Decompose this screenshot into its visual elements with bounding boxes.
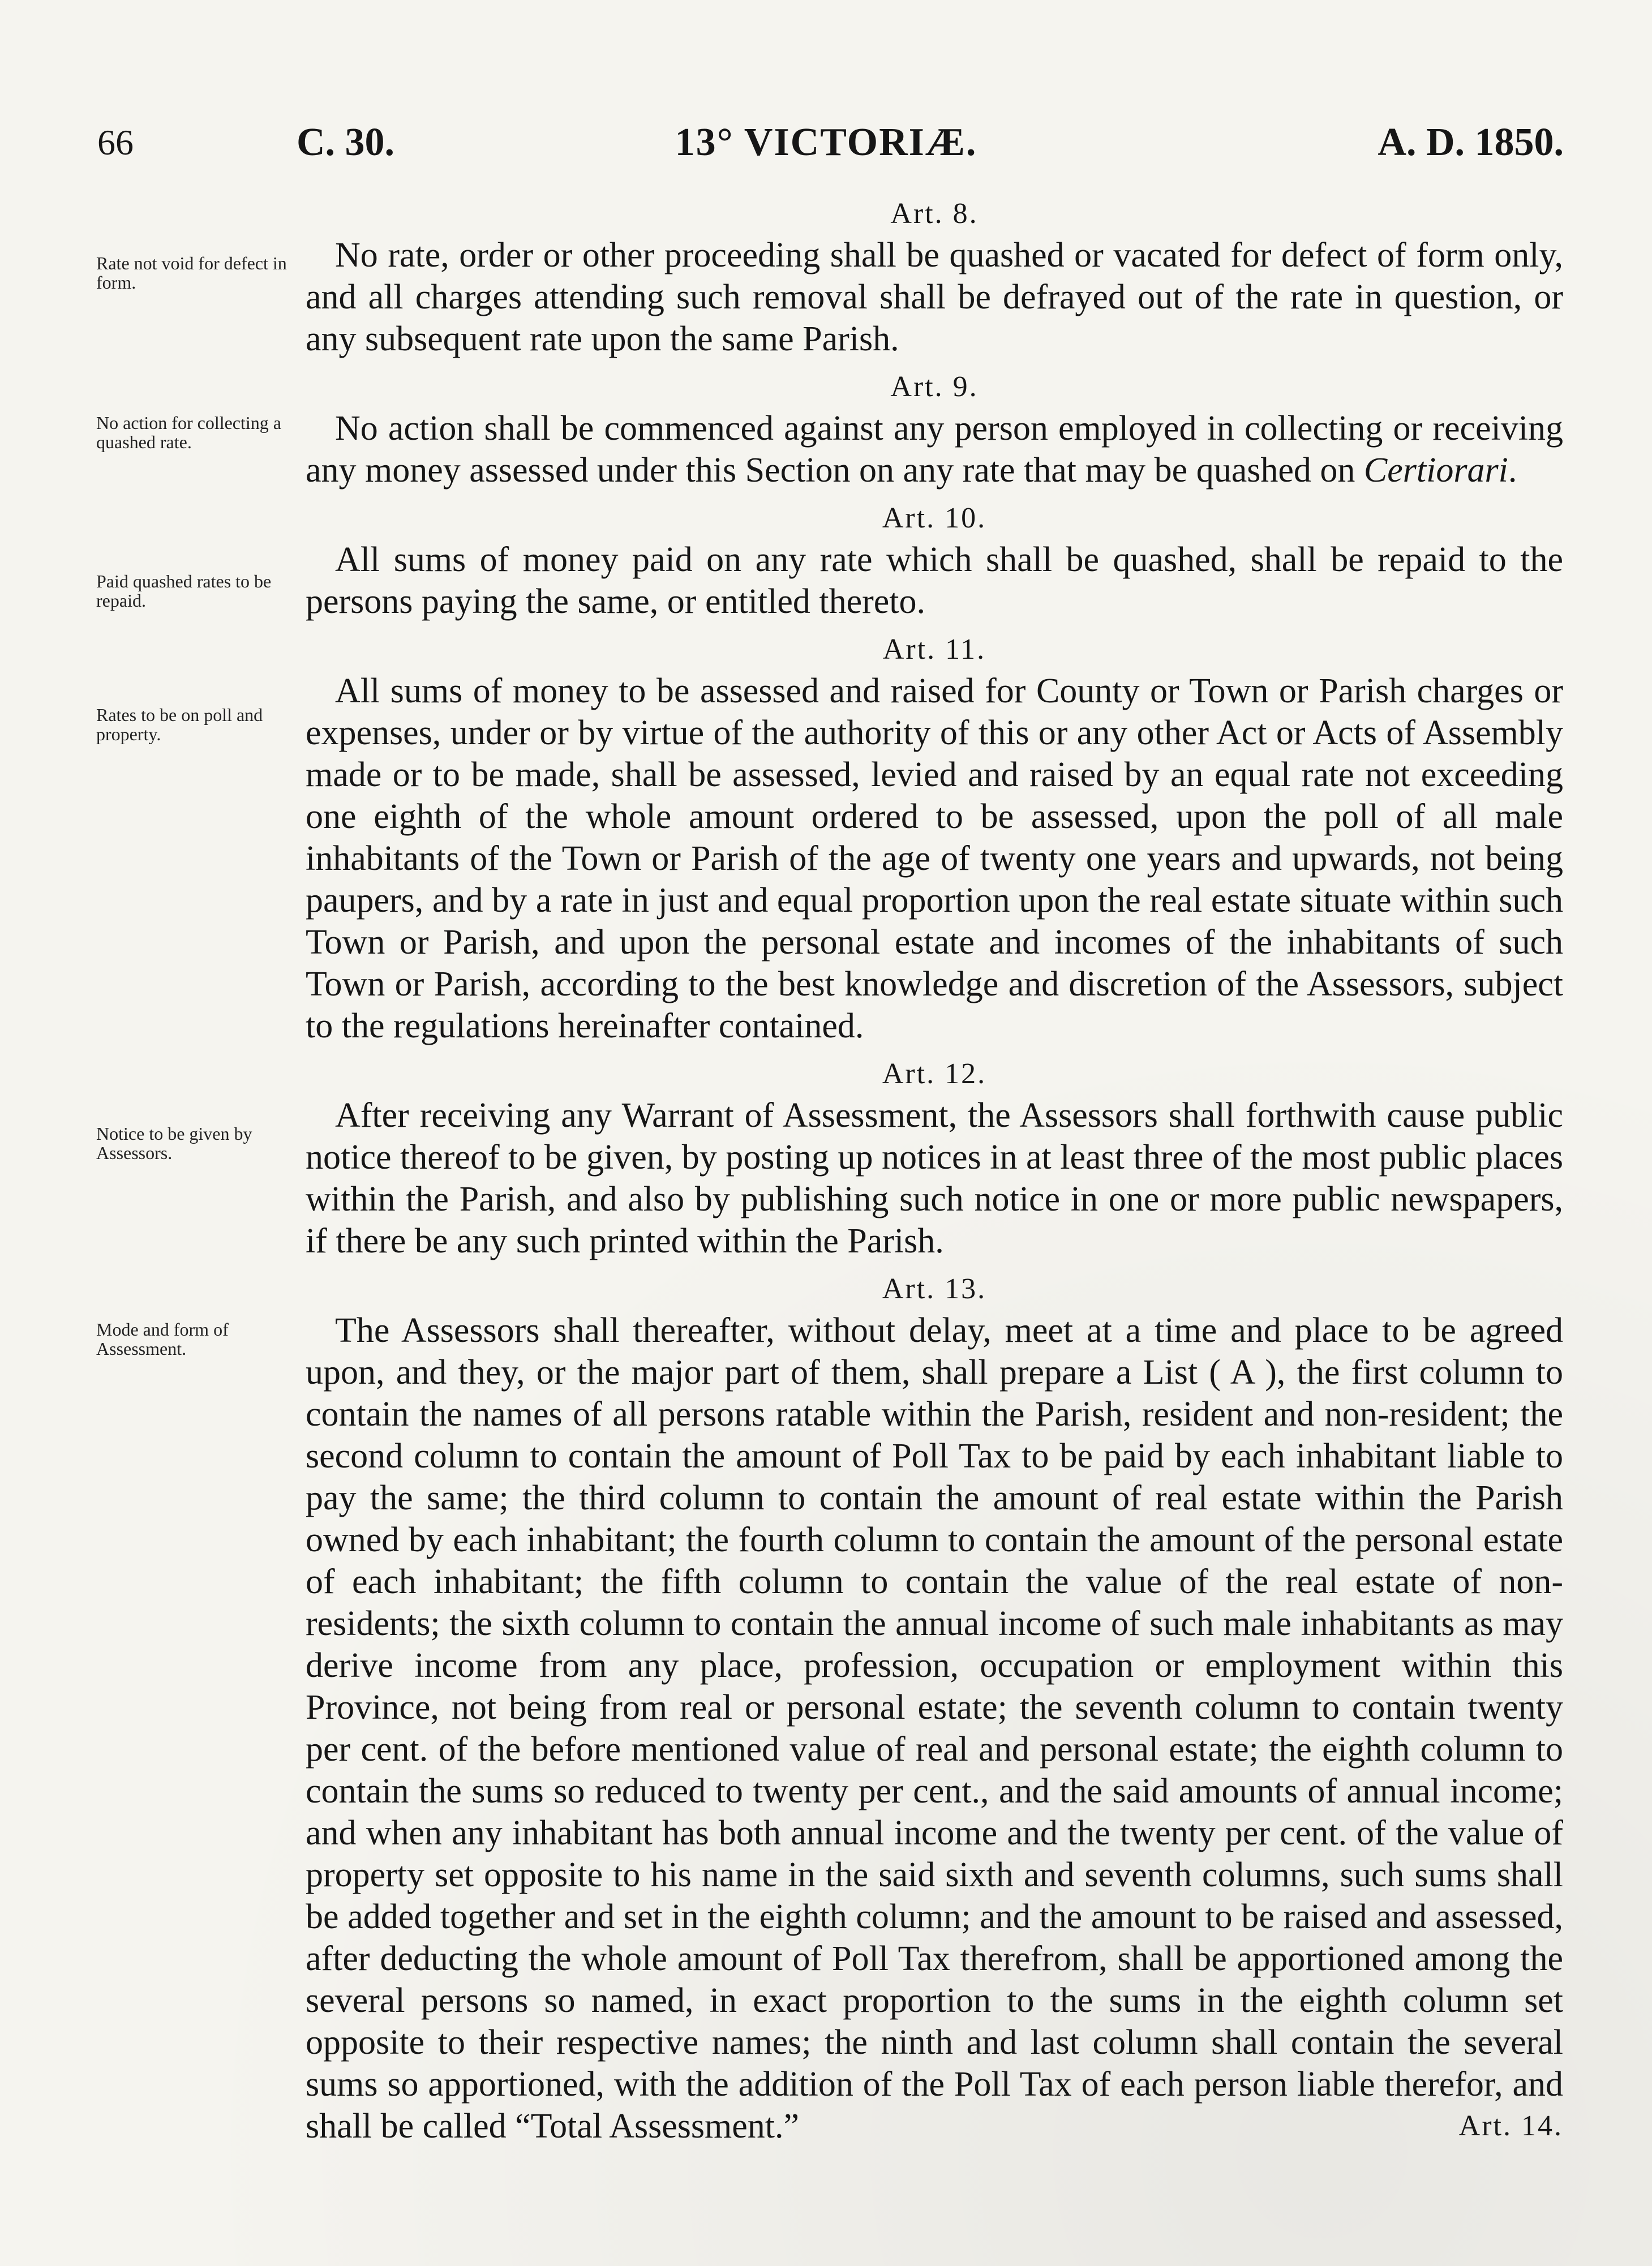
chapter-number: C. 30. xyxy=(297,121,395,164)
article-text-italic: Certiorari xyxy=(1363,451,1508,490)
article-text-main: No action shall be commenced against any person employed in collecting or receiving any money assessed under this Section on any rate that may be quashed on xyxy=(306,409,1563,490)
article-8 xyxy=(306,194,1563,360)
article-9 xyxy=(306,367,1563,491)
article-text xyxy=(306,407,1563,491)
margin-note-art-13: Mode and form of Assessment. xyxy=(96,1319,229,1359)
article-heading: Art. 10. xyxy=(882,502,987,534)
article-text: After receiving any Warrant of Assessment, the Assessors shall forthwith cause public notice thereof to be given, by posting up notices in at least three of the most public places within the Parish, and also by publishing such notice in one or more public newspapers, if there be any such printed within the Parish. xyxy=(306,1096,1563,1260)
margin-note-art-12: Notice to be given by Assessors. xyxy=(96,1123,252,1163)
article-11 xyxy=(306,629,1563,1047)
article-text-end: . xyxy=(1508,451,1517,490)
page-title: 13° VICTORIÆ. xyxy=(675,121,977,164)
article-text: All sums of money paid on any rate which shall be quashed, shall be repaid to the persons paying the same, or entitled thereto. xyxy=(306,540,1563,621)
margin-note-art-8: Rate not void for defect in form. xyxy=(96,253,287,293)
margin-note-art-9: No action for collecting a quashed rate. xyxy=(96,413,281,452)
article-10 xyxy=(306,498,1563,623)
article-heading: Art. 9. xyxy=(890,371,979,403)
year-label: A. D. 1850. xyxy=(1378,121,1564,164)
article-heading: Art. 13. xyxy=(882,1273,987,1305)
article-text: The Assessors shall thereafter, without delay, meet at a time and place to be agreed upon, and they, or the major part of them, shall prepare a List ( A ), the first column to contain the names of all persons ratable within the Parish, resident and non-resident; the second column to contain the amount of Poll Tax to be paid by each inhabitant liable to pay the same; the third column to contain the amount of real estate within the Parish owned by each inhabitant; the fourth column to contain the amount of the personal estate of each inhabitant; the fifth column to contain the value of the real estate of non-residents; the sixth column to contain the annual income of such male inhabitants as may derive income from any place, profession, occupation or employment within this Province, not being from real or personal estate; the seventh column to contain twenty per cent. of the before mentioned value of real and personal estate; the eighth column to contain the sums so reduced to twenty per cent., and the said amounts of annual income; and when any inhabitant has both annual income and the twenty per cent. of the value of property set opposite to his name in the said sixth and seventh columns, such sums shall be added together and set in the eighth column; and the amount to be raised and assessed, after deducting the whole amount of Poll Tax therefrom, shall be apportioned among the several persons so named, in exact proportion to the sums in the eighth column set opposite to their respective names; the ninth and last column shall contain the several sums so apportioned, with the addition of the Poll Tax of each person liable therefor, and shall be called “Total Assessment.” xyxy=(306,1311,1563,2145)
catchword: Art. 14. xyxy=(1458,2110,1563,2142)
article-12 xyxy=(306,1054,1563,1262)
article-13 xyxy=(306,1269,1563,2147)
document-body xyxy=(306,187,1563,2147)
article-text: All sums of money to be assessed and raised for County or Town or Parish charges or expenses, under or by virtue of the authority of this or any other Act or Acts of Assembly made or to be made, shall be assessed, levied and raised by an equal rate not exceeding one eighth of the whole amount ordered to be assessed, upon the poll of all male inhabitants of the Town or Parish of the age of twenty one years and upwards, not being paupers, and by a rate in just and equal proportion upon the real estate situate within such Town or Parish, and upon the personal estate and incomes of the inhabitants of such Town or Parish, according to the best knowledge and discretion of the Assessors, subject to the regulations hereinafter contained. xyxy=(306,672,1563,1045)
article-heading: Art. 12. xyxy=(882,1058,987,1090)
margin-note-art-10: Paid quashed rates to be repaid. xyxy=(96,571,272,611)
page-number: 66 xyxy=(97,122,134,162)
article-text: No rate, order or other proceeding shall be quashed or vacated for defect of form only, and all charges attending such removal shall be defrayed out of the rate in question, or any subsequent rate upon the same Parish. xyxy=(306,236,1563,358)
article-heading: Art. 8. xyxy=(890,198,979,230)
margin-note-art-11: Rates to be on poll and property. xyxy=(96,705,263,744)
article-heading: Art. 11. xyxy=(882,633,986,666)
